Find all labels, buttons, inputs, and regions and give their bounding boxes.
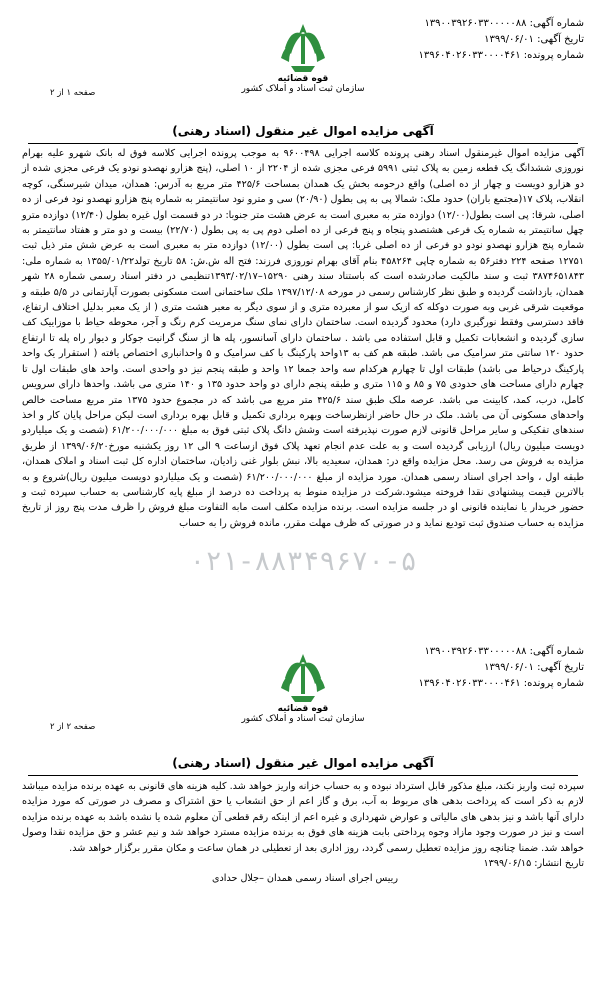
org-line-2: سازمان ثبت اسناد و املاک کشور: [241, 84, 365, 94]
divider: [28, 143, 578, 144]
ad-date: تاریخ آگهی: ۱۳۹۹/۰۶/۰۱: [484, 34, 584, 45]
judiciary-emblem-icon: [271, 648, 335, 706]
publish-date: تاریخ انتشار: ۱۳۹۹/۰۶/۱۵: [483, 858, 584, 870]
ad-number: شماره آگهی: ۱۳۹۰۰۳۹۲۶۰۳۳۰۰۰۰۰۸۸: [424, 18, 584, 29]
divider: [28, 775, 578, 776]
signature-line: رییس اجرای اسناد رسمی همدان –جلال حدادی: [212, 873, 398, 885]
file-number: شماره پرونده: ۱۳۹۶۰۴۰۲۶۰۳۳۰۰۰۰۴۶۱: [418, 678, 584, 689]
judiciary-emblem-icon: [271, 18, 335, 76]
page-number: صفحه ۲ از ۲: [50, 722, 96, 732]
org-line-1: قوه قضائیه: [277, 704, 329, 714]
header-info: [419, 644, 584, 692]
notice-body-text: سپرده ثبت واریز نکند، مبلغ مذکور قابل استرداد نبوده و به حساب خزانه واریز خواهد شد. کلیه هزینه های قانونی به عهده برنده مزایده میباشد لازم به ذکر است که پرداخت بدهی های مربوط به آب، برق و گاز اعم از حق انشعاب یا حق اشتراک و مصرف در صورتی که مورد مزایده دارای آنها باشد و نیز بدهی های مالیاتی و عوارض شهرداری و غیره اعم از اینکه رقم قطعی آن معلوم شده یا نشده باشد به عهده برنده مزایده است و نیز در صورت وجود مازاد وجوه پرداختی بابت هزینه های فوق به برنده مزایده مسترد خواهد شد و نیم عشر و حق مزایده نقدا وصول خواهد شد. ضمنا چنانچه روز مزایده تعطیل رسمی گردد، روز اداری بعد از تعطیلی در همان ساعت و مکان مقرر برگزار خواهد شد.: [22, 781, 584, 854]
notice-body: آگهی مزایده اموال غیرمنقول اسناد رهنی پرونده کلاسه اجرایی ۹۶۰۰۴۹۸ به موجب پرونده اجرایی کلاسه فوق له بانک شهرو علیه بهرام نوروزی ششدانگ یک قطعه زمین به پلاک ثبتی ۵۹۹۱ فرعی مجزی شده از ۲۲۰۴ از ۱۰ اصلی، (پنج هزارو نهصدو نودو یک فرعی مجزی شده از دو هزارو دویست و چهار از ده اصلی) واقع درحومه بخش یک همدان بمساحت ۴۲۵/۶ متر مربع به آدرس: همدان، میدان شیرسنگی، کوچه انقلاب، پلاک ۱۷(مجتمع باران) حدود ملک: شمالا پی به پی بطول (۲۰/۹۰) سی و مترو نود سانتیمتر به شماره پنج هزارو نهصدو نود فرعی از ده اصلی، شرقا: پی است بطول(۱۲/۰۰) دوازده متر به معبری است به عرض هشت متر جنوبا: در دو قسمت اول غیره بطول (۱۲/۴۰) دوازده مترو چهل سانتیمتر به شماره یک فرعی هشتصدو پنجاه و پنج فرعی از ده اصلی دوم پی به پی بطول (۲۲/۷۰) بیست و دو متر و هفتاد سانتیمتر به شماره پنج هزارو نهصدو نودو دو فرعی از ده اصلی غربا: پی است بطول (۱۲/۰۰) دوازده متر به معبری است به عرض شش متر ذیل ثبت ۱۲۷۵۱ صفحه ۲۲۴ دفتر۵۶ به شماره چاپی ۴۵۸۲۶۴ بنام آقای بهرام نوروزی فرزند: فتح اله ش.ش: ۵۸ تاریخ تولد۱۳۵۵/۰۱/۲۲ به شماره ملی: ۳۸۷۴۶۵۱۸۴۳ ثبت و سند مالکیت صادرشده است که باستناد سند رهنی ۱۵۲۹۰–۱۳۹۳/۰۲/۱۷تنظیمی در دفتر اسناد رسمی شماره ۲۸ شهر همدان، بازداشت گردیده و طبق نظر کارشناس رسمی در مورخه ۱۳۹۷/۱۲/۰۸ ملک ساختمانی است مسکونی بصورت آپارتمانی در ۵/۵ طبقه و موقعیت شرقی غربی وبه صورت دوکله که ازیک سو از معبرده متری و از سوی دیگر به معبر هشت متری ( از یک معبر بدلیل اختلاف ارتفاع، فاقد دسترسی وفقط نورگیری دارد) محدود گردیده است. ساختمان دارای نمای سنگ مرمریت کرم رنگ و آجر، محوطه حیاط با موزاییک کف سازی گردیده و انشعابات تکمیل و قابل استفاده می باشد . ساختمان دارای آسانسور، پله ها از سنگ گرانیت جوکار و دیوار راه پله تا ارتفاع حدود ۱۲۰ سانتی متر سرامیک می باشد. طبقه هم کف به ۱۳واحد پارکینگ با کف سرامیک و ۵ واحدانباری اختصاص یافته ( استقرار یک واحد پارکینگ درحیاط می باشد) طبقات اول تا چهارم هرکدام سه واحد جمعا ۱۲ واحد و طبقه پنجم نیز دو واحدی است. واحد های طبقات اول تا چهارم دارای مساحت های حدودی ۷۵ و ۸۵ و ۱۱۵ متری و طبقه پنجم دارای دو واحد حدود ۱۳۵ و ۱۴۰ متری می باشد. واحدها دارای سرویس کامل، درب، کمد، کابینت می باشد. عرصه ملک طبق سند ۴۲۵/۶ متر مربع می باشد که در مجموع حدود ۱۳۷۵ متر مربع مساحت خالص واحدهای مسکونی آن می باشد. ملک در حال حاضر ازنظرساخت وبهره برداری تکمیل و قابل بهره برداری است لیکن مراحل پایان کار و اخذ سندهای تفکیکی و سایر مراحل قانونی لازم صورت نپذیرفته است وشش دانگ پلاک ثبتی فوق به مبلغ ۶۱/۲۰۰/۰۰۰/۰۰۰ (شصت و یک میلیاردو دویست میلیون ریال) ارزیابی گردیده است و به علت عدم انجام تعهد پلاک فوق ازساعت ۹ الی ۱۲ روز یکشنبه مورخ۱۳۹۹/۰۶/۲۰ از طریق مزایده به فروش می رسد. محل مزایده واقع در: همدان، سعیدیه بالا، نبش بلوار غنی زادیان، ساختمان اداره کل ثبت اسناد و املاک همدان، طبقه اول ، واحد اجرای اسناد رسمی همدان. مورد مزایده از مبلغ ۶۱/۲۰۰/۰۰۰/۰۰۰ (شصت و یک میلیاردو دویست میلیون ریال)شروع و به بالاترین قیمت پیشنهادی نقدا فروخته میشود.شرکت در مزایده منوط به پرداخت ده درصد از مبلغ پایه کارشناسی به حساب سپرده ثبت و حضور خریدار یا نماینده قانونی او در جلسه مزایده است. برنده مزایده مکلف است مابه التفاوت مبلغ فروش را ظرف مدت پنج روز از تاریخ مزایده به حساب صندوق ثبت تودیع نماید و در صورتی که ظرف مهلت مقرر، مانده فروش را به حساب: [22, 148, 585, 529]
notice-title: آگهی مزایده اموال غیر منقول (اسناد رهنی): [172, 756, 434, 770]
org-line-1: قوه قضائیه: [277, 74, 329, 84]
notice-title: آگهی مزایده اموال غیر منقول (اسناد رهنی): [172, 124, 434, 138]
page-number: صفحه ۱ از ۲: [50, 88, 96, 98]
org-line-2: سازمان ثبت اسناد و املاک کشور: [241, 714, 365, 724]
notice-body-2: [22, 779, 584, 887]
header-info: [419, 16, 584, 64]
org-name: [228, 74, 378, 94]
ad-number: شماره آگهی: ۱۳۹۰۰۳۹۲۶۰۳۳۰۰۰۰۰۸۸: [424, 646, 584, 657]
org-name: [228, 704, 378, 724]
notice-page-2: [0, 640, 606, 988]
phone-watermark: ۰۲۱-۸۸۳۴۹۶۷۰-۵: [189, 546, 417, 577]
ad-date: تاریخ آگهی: ۱۳۹۹/۰۶/۰۱: [484, 662, 584, 673]
file-number: شماره پرونده: ۱۳۹۶۰۴۰۲۶۰۳۳۰۰۰۰۴۶۱: [418, 50, 584, 61]
